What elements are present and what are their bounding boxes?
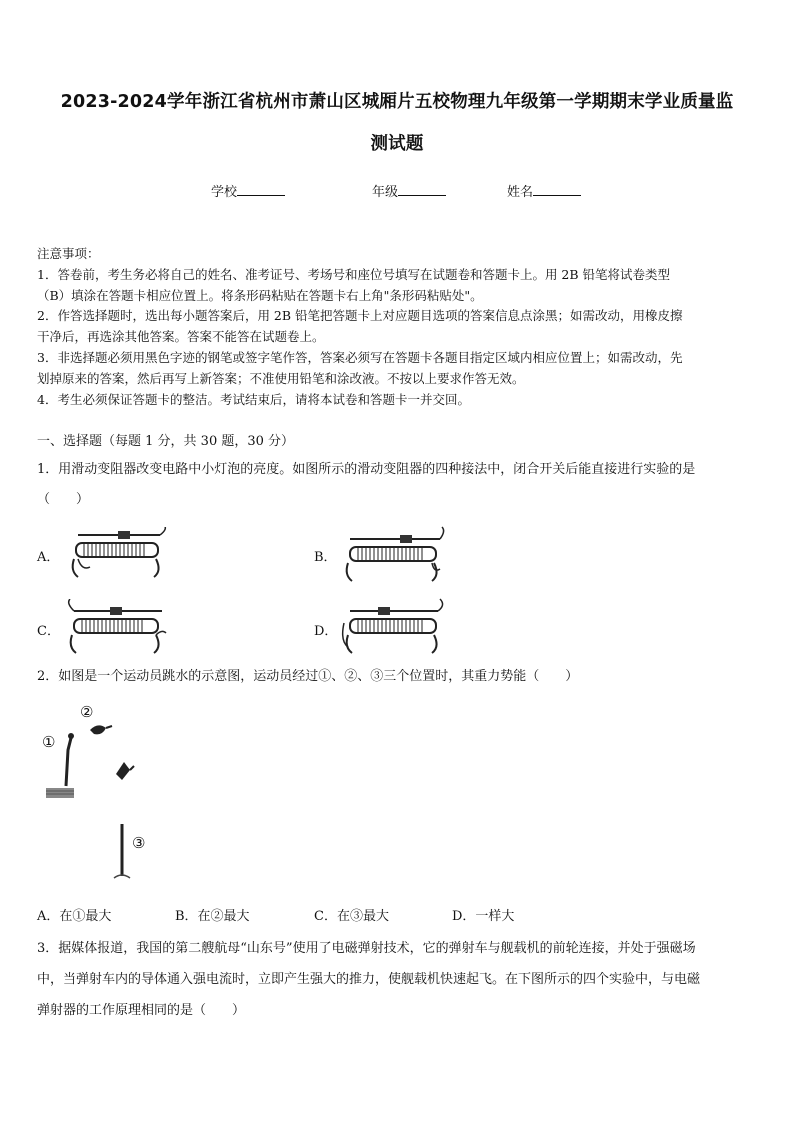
exam-title-line2: 测试题 (370, 134, 424, 154)
notes-heading: 注意事项： (37, 246, 100, 261)
q1-stem-line2: （ ） (37, 492, 90, 507)
name-label: 姓名 (507, 185, 534, 200)
q3-stem-line3: 弹射器的工作原理相同的是（ ） (37, 1003, 246, 1018)
grade-blank (398, 183, 446, 196)
q1-stem-line1: 1．用滑动变阻器改变电路中小灯泡的亮度。如图所示的滑动变阻器的四种接法中，闭合开关后能直接进行实验的是 (37, 462, 696, 477)
q2-marker-3: ③ (132, 834, 146, 852)
q2-option-d: D．一样大 (452, 909, 515, 924)
school-label: 学校 (211, 185, 238, 200)
name-blank (533, 183, 581, 196)
q2-option-b: B．在②最大 (175, 909, 250, 924)
q1-option-c-rheostat-figure (62, 599, 172, 657)
q1-option-c-label: C． (37, 624, 60, 639)
notes-line: 2．作答选择题时，选出每小题答案后，用 2B 铅笔把答题卡上对应题目选项的答案信息点涂黑；如需改动，用橡皮擦 (37, 308, 683, 324)
exam-title-line1: 2023-2024学年浙江省杭州市萧山区城厢片五校物理九年级第一学期期末学业质量监 (60, 92, 734, 112)
notes-line: 4．考生必须保证答题卡的整洁。考试结束后，请将本试卷和答题卡一并交回。 (37, 391, 470, 407)
q1-option-b-rheostat-figure (340, 525, 450, 585)
q2-marker-1: ① (42, 733, 56, 751)
grade-label: 年级 (372, 185, 399, 200)
grade-field (372, 181, 446, 200)
school-field (211, 181, 285, 200)
q3-stem-line1: 3．据媒体报道，我国的第二艘航母“山东号”使用了电磁弹射技术，它的弹射车与舰载机的前轮连接，并处于强磁场 (37, 941, 696, 956)
notes-line: 干净后，再选涂其他答案。答案不能答在试题卷上。 (37, 329, 325, 345)
notes-line: 划掉原来的答案，然后再写上新答案；不准使用铅笔和涂改液。不按以上要求作答无效。 (37, 370, 525, 386)
notes-line: 1．答卷前，考生务必将自己的姓名、准考证号、考场号和座位号填写在试题卷和答题卡上。用 2B 铅笔将试卷类型 (37, 266, 671, 282)
section-heading: 一、选择题（每题 1 分，共 30 题，30 分） (37, 434, 295, 449)
q1-option-a-label: A． (37, 550, 60, 565)
notes-line: 3．非选择题必须用黑色字迹的钢笔或签字笔作答，答案必须写在答题卡各题目指定区域内相应位置上；如需改动，先 (37, 350, 683, 365)
q2-marker-2: ② (80, 703, 94, 721)
notes-line: （B）填涂在答题卡相应位置上。将条形码粘贴在答题卡右上角"条形码粘贴处"。 (37, 287, 483, 303)
q2-stem: 2．如图是一个运动员跳水的示意图，运动员经过①、②、③三个位置时，其重力势能（ ） (37, 669, 579, 684)
q1-option-b-label: B． (314, 550, 337, 565)
name-field (507, 181, 581, 200)
school-blank (237, 183, 285, 196)
q2-option-c: C．在③最大 (314, 909, 389, 924)
q2-diver-figure (40, 700, 160, 890)
q3-stem-line2: 中，当弹射车内的导体通入强电流时，立即产生强大的推力，使舰载机快速起飞。在下图所示的四个实验中，与电磁 (37, 972, 701, 987)
q1-option-a-rheostat-figure (64, 527, 174, 582)
q1-option-d-rheostat-figure (340, 597, 450, 657)
q2-option-a: A．在①最大 (37, 909, 112, 924)
q1-option-d-label: D． (314, 624, 338, 639)
